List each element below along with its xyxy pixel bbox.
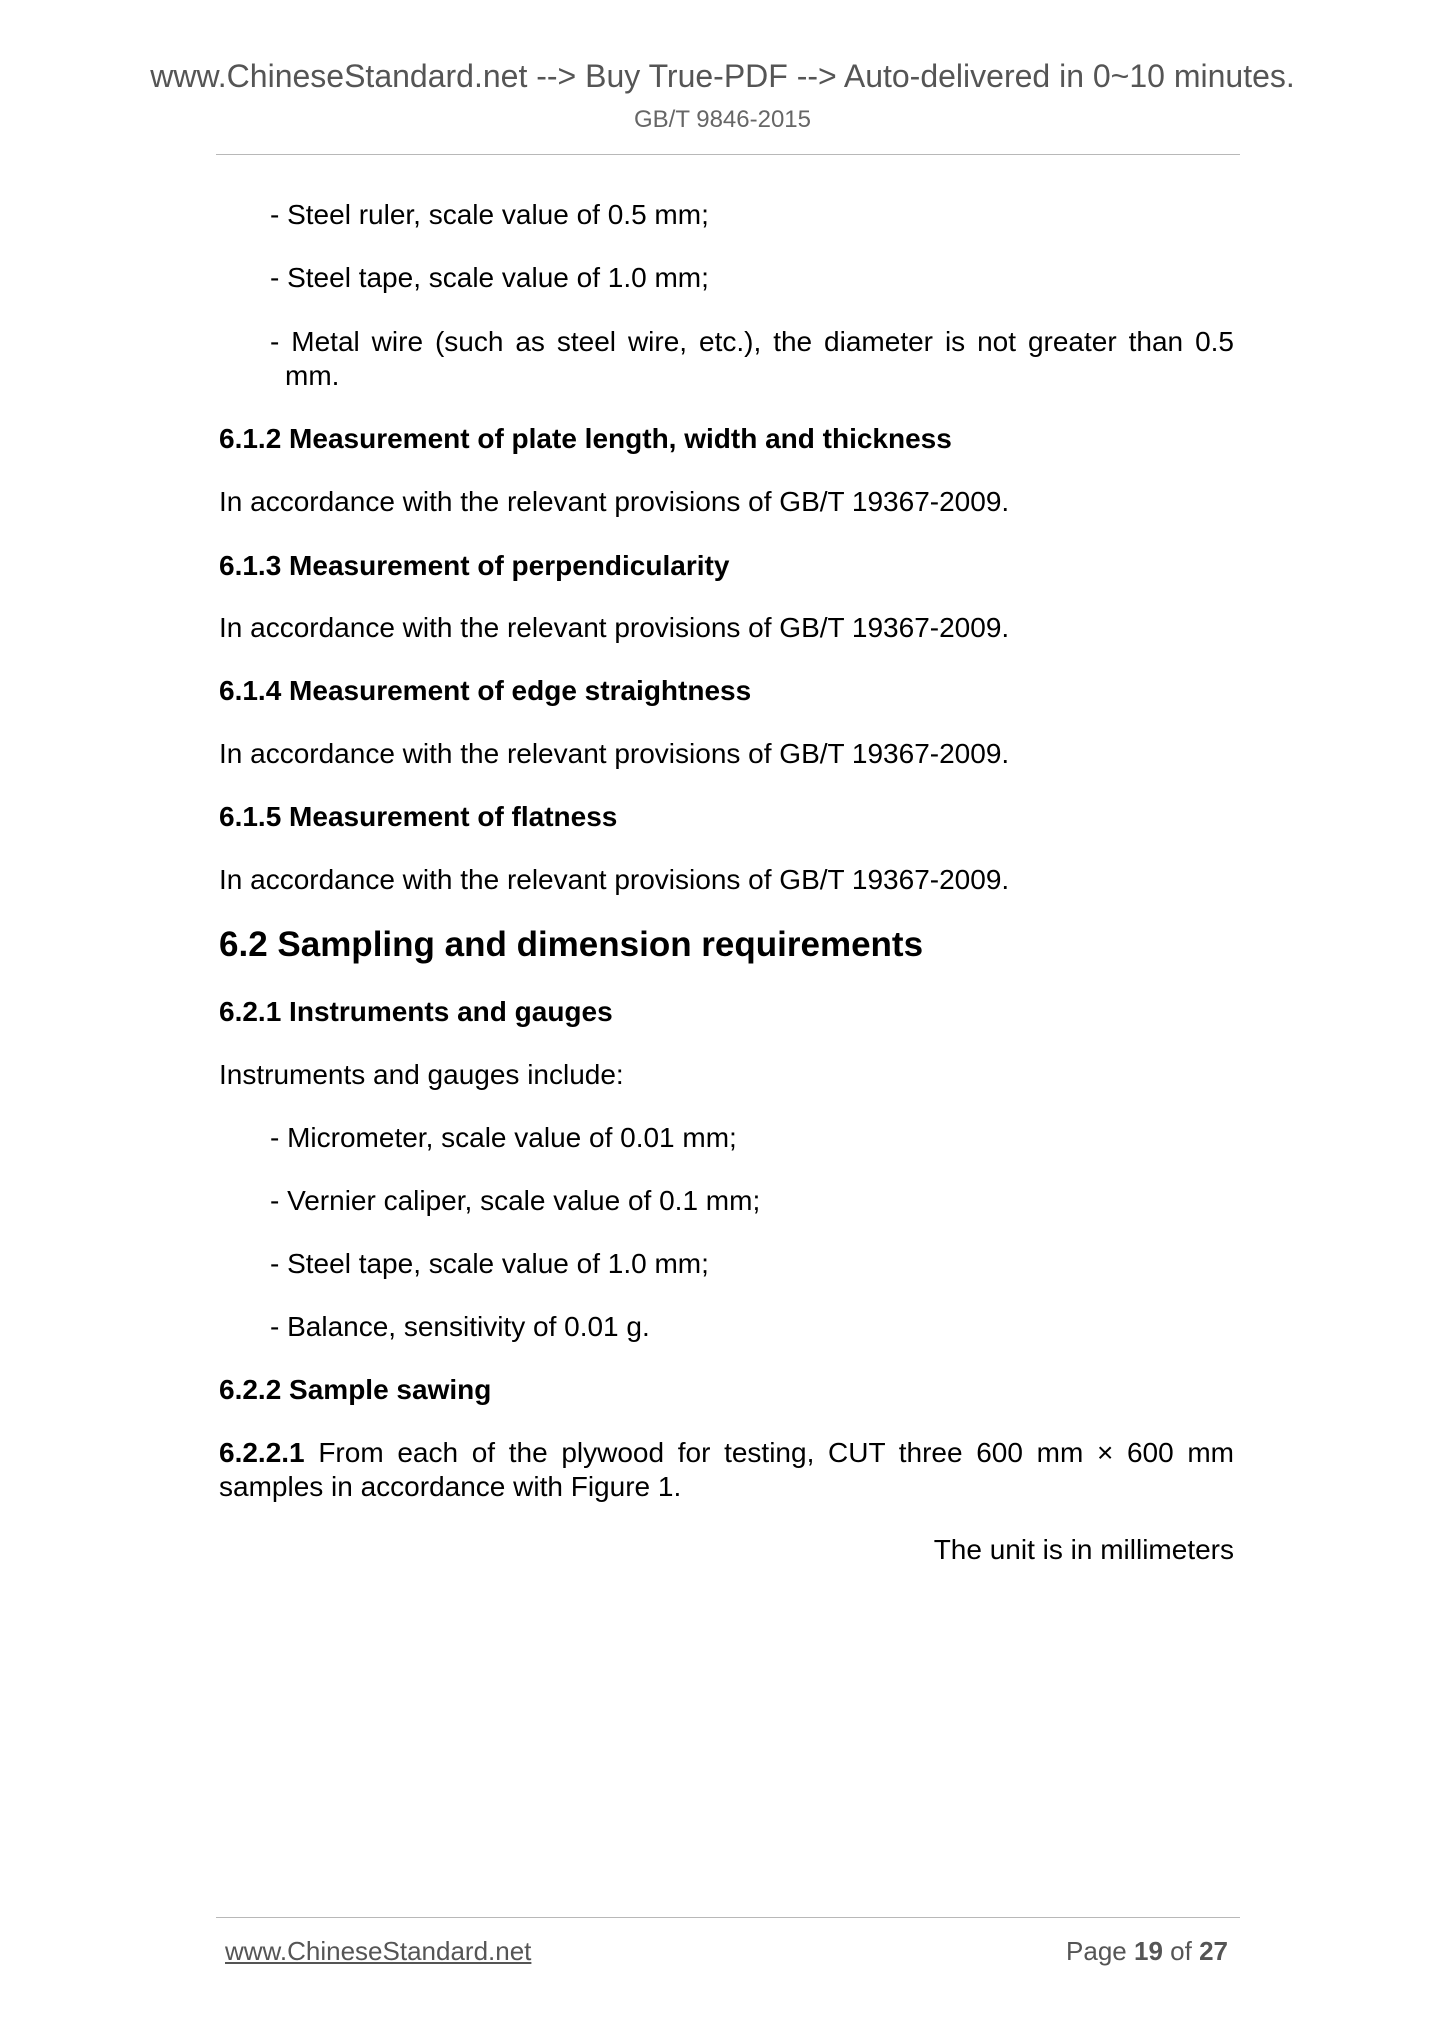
- clause-number: 6.2.2.1: [219, 1437, 305, 1468]
- footer-divider: [216, 1917, 1240, 1918]
- list-item: - Balance, sensitivity of 0.01 g.: [270, 1311, 650, 1342]
- page-total: 27: [1199, 1936, 1228, 1966]
- page-current: 19: [1134, 1936, 1163, 1966]
- paragraph: In accordance with the relevant provisions of GB/T 19367-2009.: [219, 612, 1010, 643]
- page-of: of: [1170, 1936, 1192, 1966]
- standard-code: GB/T 9846-2015: [633, 106, 811, 133]
- clause-text: From each of the plywood for testing, CUT three 600 mm × 600 mm: [318, 1437, 1235, 1468]
- major-section-heading: 6.2 Sampling and dimension requirements: [219, 925, 924, 964]
- section-heading: 6.1.4 Measurement of edge straightness: [219, 675, 752, 706]
- header-banner: www.ChineseStandard.net --> Buy True-PDF --> Auto-delivered in 0~10 minutes.: [150, 58, 1295, 94]
- section-heading: 6.1.3 Measurement of perpendicularity: [219, 550, 730, 581]
- footer-site-link[interactable]: www.ChineseStandard.net: [225, 1936, 532, 1966]
- paragraph: In accordance with the relevant provisions of GB/T 19367-2009.: [219, 486, 1010, 517]
- page-indicator: [1066, 1936, 1228, 1967]
- list-item: - Steel tape, scale value of 1.0 mm;: [270, 1248, 709, 1279]
- section-heading: 6.1.2 Measurement of plate length, width and thickness: [219, 423, 952, 454]
- list-item: - Metal wire (such as steel wire, etc.), the diameter is not greater than 0.5: [270, 326, 1234, 357]
- header-divider: [216, 154, 1240, 155]
- section-heading: 6.2.2 Sample sawing: [219, 1374, 492, 1405]
- list-item-continuation: mm.: [285, 360, 340, 391]
- section-heading: 6.2.1 Instruments and gauges: [219, 996, 613, 1027]
- page-word: Page: [1066, 1936, 1127, 1966]
- unit-note: The unit is in millimeters: [933, 1534, 1234, 1565]
- paragraph: In accordance with the relevant provisions of GB/T 19367-2009.: [219, 738, 1010, 769]
- list-item: - Micrometer, scale value of 0.01 mm;: [270, 1122, 737, 1153]
- section-heading: 6.1.5 Measurement of flatness: [219, 801, 618, 832]
- paragraph: Instruments and gauges include:: [219, 1059, 624, 1090]
- paragraph: [219, 1437, 1234, 1469]
- paragraph-continuation: samples in accordance with Figure 1.: [219, 1471, 682, 1502]
- list-item: - Steel ruler, scale value of 0.5 mm;: [270, 199, 709, 230]
- list-item: - Steel tape, scale value of 1.0 mm;: [270, 262, 709, 293]
- paragraph: In accordance with the relevant provisions of GB/T 19367-2009.: [219, 864, 1010, 895]
- list-item: - Vernier caliper, scale value of 0.1 mm;: [270, 1185, 761, 1216]
